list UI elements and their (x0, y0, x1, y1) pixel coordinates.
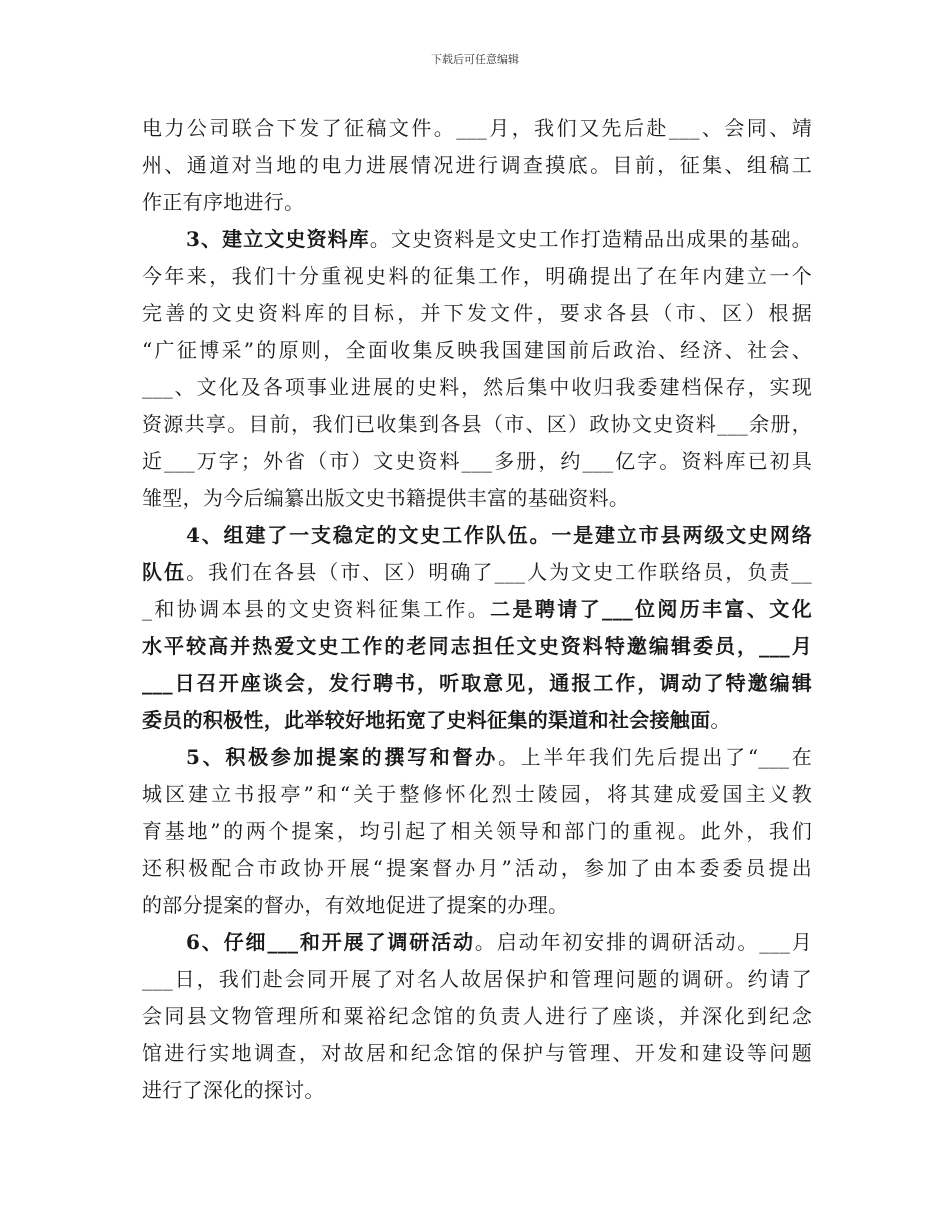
text-segment: 资源共享。目前，我们已收集到各县（市、区）政协文史资料___余册， (142, 412, 812, 436)
text-line (142, 702, 812, 739)
text-line (142, 554, 812, 591)
document-body (142, 110, 812, 1109)
text-line (142, 443, 812, 480)
text-line (142, 369, 812, 406)
text-line (142, 517, 812, 554)
text-line (142, 591, 812, 628)
text-segment: 。上半年我们先后提出了“___在 (497, 745, 812, 769)
text-line (142, 1072, 812, 1109)
text-segment: 雏型，为今后编纂出版文史书籍提供丰富的基础资料。 (142, 486, 630, 510)
bold-text-segment: 水平较高并热爱文史工作的老同志担任文史资料特邀编辑委员，___月 (142, 634, 812, 658)
bold-text-segment: 3、建立文史资料库 (186, 227, 370, 251)
bold-text-segment: 二是聘请了___位阅历丰富、文化 (490, 597, 812, 621)
text-segment: 作正有序地进行。 (142, 190, 305, 214)
text-segment: 还积极配合市政协开展“提案督办月”活动，参加了由本委委员提出 (142, 856, 812, 880)
text-segment: 。文史资料是文史工作打造精品出成果的基础。 (369, 227, 812, 251)
text-line (142, 924, 812, 961)
text-line (142, 776, 812, 813)
text-segment: 馆进行实地调查，对故居和纪念馆的保护与管理、开发和建设等问题 (142, 1041, 812, 1065)
text-segment: 进行了深化的探讨。 (142, 1078, 325, 1102)
text-segment: 。我们在各县（市、区）明确了___人为文史工作联络员，负责__ (186, 560, 812, 584)
text-segment: 今年来，我们十分重视史料的征集工作，明确提出了在年内建立一个 (142, 264, 812, 288)
text-line (142, 406, 812, 443)
bold-text-segment: 5、积极参加提案的撰写和督办 (186, 745, 498, 769)
bold-text-segment: ___日召开座谈会，发行聘书，听取意见，通报工作，调动了特邀编辑 (142, 671, 812, 695)
text-segment: “广征博采”的原则，全面收集反映我国建国前后政治、经济、社会、 (142, 338, 812, 362)
text-line (142, 813, 812, 850)
text-line (142, 628, 812, 665)
text-line (142, 887, 812, 924)
text-segment: 州、通道对当地的电力进展情况进行调查摸底。目前，征集、组稿工 (142, 153, 812, 177)
text-line (142, 480, 812, 517)
text-segment: 电力公司联合下发了征稿文件。___月，我们又先后赴___、会同、靖 (142, 116, 812, 140)
text-segment: 会同县文物管理所和粟裕纪念馆的负责人进行了座谈，并深化到纪念 (142, 1004, 812, 1028)
text-segment: _和协调本县的文史资料征集工作。 (142, 597, 491, 621)
text-line (142, 850, 812, 887)
bold-text-segment: 4、组建了一支稳定的文史工作队伍。一是建立市县两级文史网络 (186, 523, 812, 547)
text-line (142, 332, 812, 369)
text-line (142, 665, 812, 702)
text-segment: 。 (710, 708, 731, 732)
text-segment: ___、文化及各项事业进展的史料，然后集中收归我委建档保存，实现 (142, 375, 812, 399)
bold-text-segment: 队伍 (142, 560, 187, 584)
text-line (142, 184, 812, 221)
text-line (142, 258, 812, 295)
text-segment: 近___万字；外省（市）文史资料___多册，约___亿字。资料库已初具 (142, 449, 812, 473)
text-segment: ___日，我们赴会同开展了对名人故居保护和管理问题的调研。约请了 (142, 967, 812, 991)
text-line (142, 221, 812, 258)
text-segment: 完善的文史资料库的目标，并下发文件，要求各县（市、区）根据 (142, 301, 812, 325)
text-segment: 的部分提案的督办，有效地促进了提案的办理。 (142, 893, 569, 917)
text-segment: 育基地”的两个提案，均引起了相关领导和部门的重视。此外，我们 (142, 819, 812, 843)
text-line (142, 110, 812, 147)
text-line (142, 147, 812, 184)
text-segment: 。启动年初安排的调研活动。___月 (474, 930, 812, 954)
bold-text-segment: 委员的积极性，此举较好地拓宽了史料征集的渠道和社会接触面 (142, 708, 711, 732)
text-line (142, 1035, 812, 1072)
bold-text-segment: 6、仔细___和开展了调研活动 (186, 930, 475, 954)
page-header: 下载后可任意编辑 (431, 53, 519, 66)
text-line (142, 295, 812, 332)
text-segment: 城区建立书报亭”和“关于整修怀化烈士陵园，将其建成爱国主义教 (142, 782, 812, 806)
text-line (142, 739, 812, 776)
text-line (142, 961, 812, 998)
text-line (142, 998, 812, 1035)
